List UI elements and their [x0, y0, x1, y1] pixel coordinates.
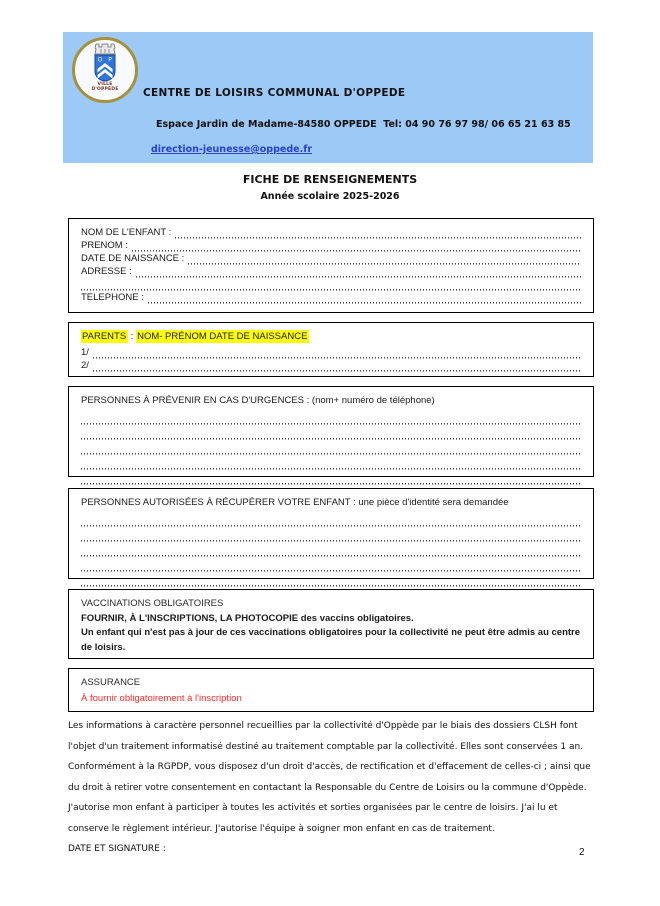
rgpd-paragraph-1: Les informations à caractère personnel recueillies par la collectivité d'Oppède par le biais des dossiers CLSH font l'objet d'un traitement informatisé destiné au traitement comptable par la collectivité. Elles sont conservées 1 an. [68, 721, 584, 752]
dotted-line [175, 228, 581, 239]
dotted-line [132, 241, 581, 252]
dotted-line [81, 444, 581, 455]
dotted-line [81, 531, 581, 542]
parents-heading-separator: : [128, 331, 137, 342]
parents-box [68, 322, 594, 377]
dotted-line [81, 474, 581, 485]
svg-text:O: O [97, 56, 103, 64]
svg-text:P: P [108, 56, 112, 64]
field-label-first-name: PRENOM : [81, 240, 128, 251]
footer-legal-text [68, 716, 597, 860]
dotted-line [136, 267, 581, 278]
dotted-line [81, 280, 581, 291]
date-signature-label: DATE ET SIGNATURE : [68, 844, 166, 854]
field-label-telephone: TELEPHONE : [81, 292, 144, 303]
emergency-heading: PERSONNES À PRÉVENIR EN CAS D'URGENCES : (nom+ numéro de téléphone) [81, 395, 435, 406]
insurance-heading: ASSURANCE [81, 677, 141, 688]
organization-name: CENTRE DE LOISIRS COMMUNAL D'OPPEDE [143, 87, 406, 99]
insurance-note: À fournir obligatoirement à l'inscription [81, 692, 242, 704]
dotted-line [81, 414, 581, 425]
email-link[interactable]: direction-jeunesse@oppede.fr [151, 144, 313, 155]
dotted-line [81, 429, 581, 440]
logo-caption: VILLE D'OPPÈDE [91, 82, 119, 92]
parent-2-label: 2/ [81, 360, 89, 371]
dotted-line [81, 516, 581, 527]
dotted-line [81, 576, 581, 587]
vaccinations-bold-line-1: FOURNIR, À L'INSCRIPTIONS, LA PHOTOCOPIE des vaccins obligatoires. [81, 612, 414, 624]
parent-1-label: 1/ [81, 347, 89, 358]
title-block [0, 173, 660, 202]
page-number: 2 [579, 847, 585, 858]
dotted-line [188, 254, 581, 265]
dotted-line [81, 561, 581, 572]
dotted-line [81, 459, 581, 470]
dotted-line [93, 361, 581, 372]
parents-heading-highlight-1: PARENTS [82, 331, 127, 342]
authorized-pickup-box [68, 488, 594, 579]
parents-heading [81, 330, 583, 343]
child-info-box [68, 218, 594, 313]
school-year-subtitle: Année scolaire 2025-2026 [260, 191, 400, 202]
emergency-contacts-box [68, 386, 594, 477]
document-title: FICHE DE RENSEIGNEMENTS [242, 173, 418, 186]
parents-heading-highlight-2: NOM- PRÉNOM DATE DE NAISSANCE [137, 331, 308, 342]
header-band [63, 32, 593, 163]
vaccinations-box [68, 589, 594, 659]
address-phone-line: Espace Jardin de Madame-84580 OPPEDE Tel: 04 90 76 97 98/ 06 65 21 63 85 [156, 119, 571, 130]
rgpd-paragraph-2: Conformément à la RGPDP, vous disposez d'un droit d'accès, de rectification et d'effacement de celles-ci ; ainsi que du droit à retirer votre consentement en contactant la Responsable du Centre de Loisirs ou la commune d'Oppède. [68, 762, 591, 793]
field-label-birth-date: DATE DE NAISSANCE : [81, 253, 185, 264]
shield-icon [93, 54, 117, 82]
field-label-child-name: NOM DE L'ENFANT : [81, 227, 172, 238]
ville-oppede-crest-logo [72, 37, 138, 103]
dotted-line [93, 348, 581, 359]
vaccinations-heading: VACCINATIONS OBLIGATOIRES [81, 598, 224, 609]
dotted-line [81, 546, 581, 557]
vaccinations-bold-line-2: Un enfant qui n'est pas à jour de ces vaccinations obligatoires pour la collectivité ne peut être admis au centre de loisirs. [81, 627, 581, 653]
field-label-address: ADRESSE : [81, 266, 132, 277]
authorization-paragraph: J'autorise mon enfant à participer à toutes les activités et sorties organisées par le centre de loisirs. J'ai lu et conserve le règlement intérieur. J'autorise l'équipe à soigner mon enfant en cas de traitement. [68, 803, 558, 834]
insurance-box [68, 668, 594, 712]
pickup-heading: PERSONNES AUTORISÉES À RÉCUPÉRER VOTRE ENFANT : une pièce d'identité sera demandée [81, 497, 509, 508]
dotted-line [148, 293, 581, 304]
